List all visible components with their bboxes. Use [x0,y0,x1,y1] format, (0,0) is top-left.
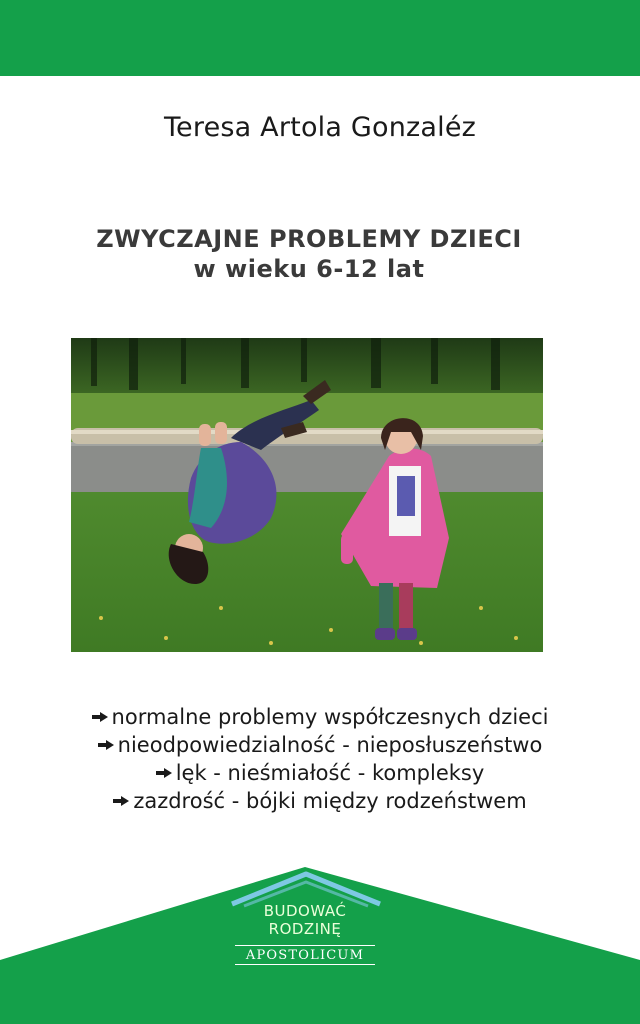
book-title [0,224,618,284]
arrow-right-icon [92,712,108,722]
bullet-item [0,787,640,815]
bullet-text: nieodpowiedzialność - nieposłuszeństwo [117,733,543,757]
bullet-text: normalne problemy współczesnych dzieci [111,705,549,729]
arrow-right-icon [156,768,172,778]
bullet-text: lęk - nieśmiałość - kompleksy [175,761,485,785]
publisher-logo [225,902,385,965]
publisher-name: APOSTOLICUM [235,945,375,965]
arrow-right-icon [98,740,114,750]
bullet-item [0,759,640,787]
series-line-2: RODZINĘ [268,920,342,938]
arrow-right-icon [113,796,129,806]
bullet-item [0,703,640,731]
top-green-band [0,0,640,76]
bullet-list [0,703,640,815]
bullet-item [0,731,640,759]
title-line-1: ZWYCZAJNE PROBLEMY DZIECI [96,225,522,253]
title-line-2: w wieku 6-12 lat [193,255,425,283]
author-name: Teresa Artola Gonzaléz [163,112,477,143]
series-line-1: BUDOWAĆ [263,902,347,920]
cover-photo [71,338,543,652]
bullet-text: zazdrość - bójki między rodzeństwem [133,789,527,813]
